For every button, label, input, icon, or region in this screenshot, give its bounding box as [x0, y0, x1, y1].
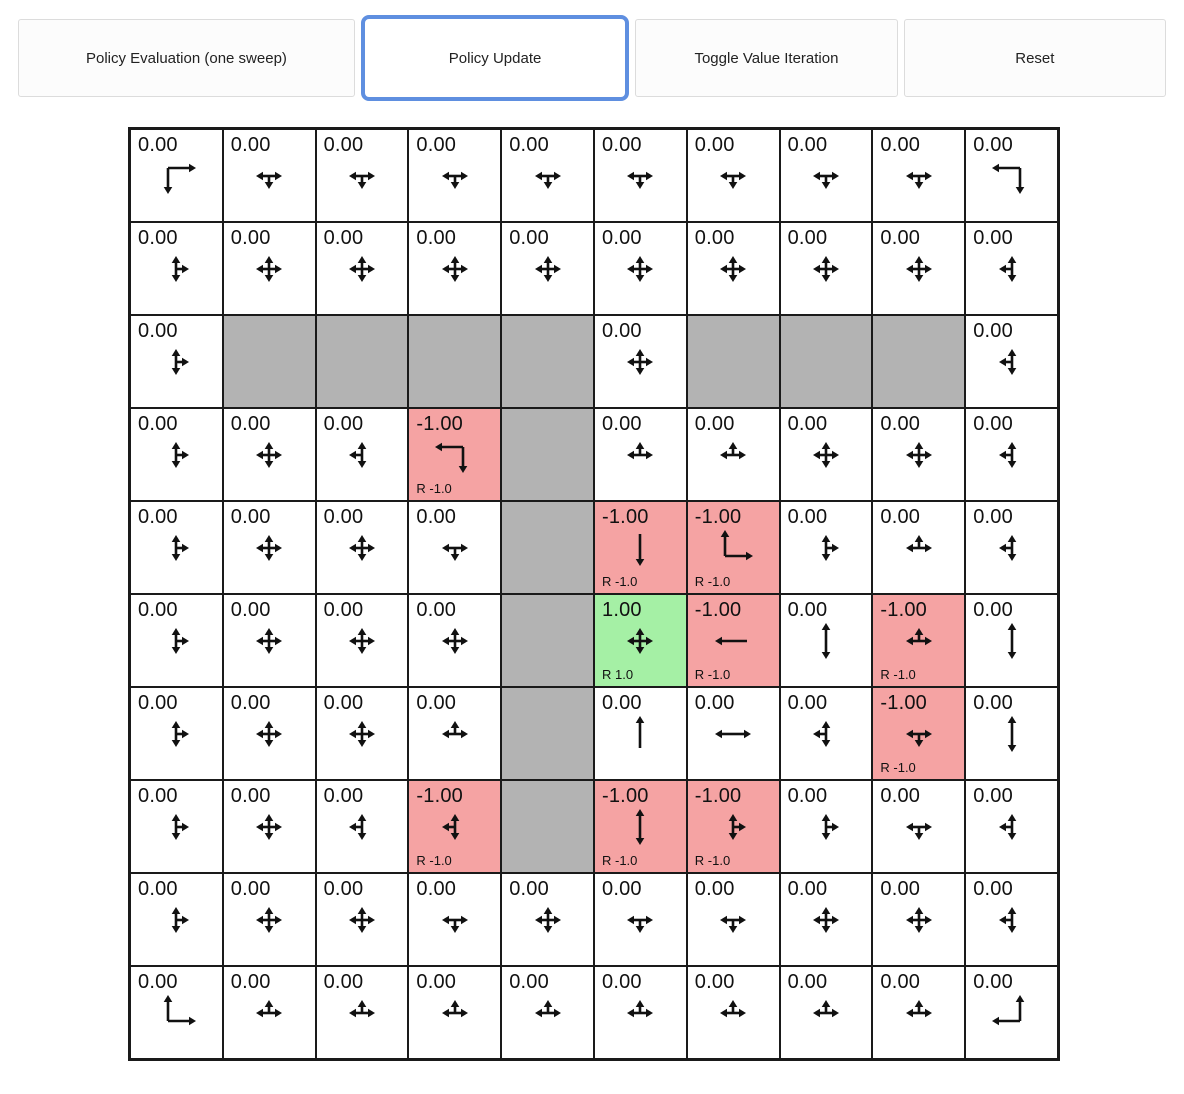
grid-cell-9-5	[594, 966, 687, 1059]
grid-cell-0-8	[872, 129, 965, 222]
policy-arrows-icon	[610, 527, 670, 573]
policy-arrows-icon	[982, 155, 1042, 201]
cell-value: -1.00	[880, 599, 927, 621]
cell-value: 0.00	[323, 413, 364, 435]
cell-value: 0.00	[602, 971, 642, 993]
grid-cell-0-6	[687, 129, 780, 222]
grid-cell-5-5	[594, 594, 687, 687]
grid-cell-4-0	[130, 501, 223, 594]
cell-value: -1.00	[880, 692, 927, 714]
cell-value: 0.00	[602, 320, 642, 342]
grid-cell-1-5	[594, 222, 687, 315]
policy-arrows-icon	[239, 248, 299, 294]
policy-arrows-icon	[425, 899, 485, 945]
wall-cell-2-2	[316, 315, 409, 408]
grid-cell-1-9	[965, 222, 1058, 315]
grid-cell-9-0	[130, 966, 223, 1059]
policy-arrows-icon	[425, 527, 485, 573]
grid-cell-5-6	[687, 594, 780, 687]
policy-arrows-icon	[332, 806, 392, 852]
policy-arrows-icon	[889, 620, 949, 666]
grid-cell-6-0	[130, 687, 223, 780]
cell-value: 0.00	[230, 134, 271, 156]
policy-arrows-icon	[518, 899, 578, 945]
grid-cell-9-1	[223, 966, 316, 1059]
reward-label: R -1.0	[602, 574, 638, 589]
cell-value: 0.00	[787, 878, 828, 900]
cell-value: 0.00	[602, 692, 642, 714]
cell-value: 0.00	[880, 785, 921, 807]
policy-arrows-icon	[703, 620, 763, 666]
cell-value: 0.00	[138, 599, 178, 621]
grid-cell-5-7	[780, 594, 873, 687]
cell-value: 0.00	[138, 785, 178, 807]
grid-cell-6-1	[223, 687, 316, 780]
cell-value: 0.00	[138, 878, 178, 900]
grid-cell-8-9	[965, 873, 1058, 966]
grid-cell-8-7	[780, 873, 873, 966]
grid-cell-7-3	[408, 780, 501, 873]
policy-arrows-icon	[425, 806, 485, 852]
policy-arrows-icon	[518, 248, 578, 294]
policy-arrows-icon	[146, 713, 206, 759]
cell-value: 0.00	[138, 227, 178, 249]
policy-arrows-icon	[703, 713, 763, 759]
policy-arrows-icon	[332, 434, 392, 480]
grid-cell-5-3	[408, 594, 501, 687]
cell-value: 0.00	[973, 413, 1013, 435]
grid-cell-9-2	[316, 966, 409, 1059]
policy-arrows-icon	[610, 620, 670, 666]
cell-value: 0.00	[880, 134, 921, 156]
policy-arrows-icon	[982, 899, 1042, 945]
cell-value: 0.00	[973, 320, 1013, 342]
wall-cell-7-4	[501, 780, 594, 873]
grid-cell-6-8	[872, 687, 965, 780]
grid-cell-5-0	[130, 594, 223, 687]
policy-arrows-icon	[889, 713, 949, 759]
grid-cell-2-9	[965, 315, 1058, 408]
cell-value: 0.00	[602, 413, 642, 435]
policy-arrows-icon	[610, 713, 670, 759]
policy-arrows-icon	[982, 527, 1042, 573]
policy-arrows-icon	[982, 248, 1042, 294]
grid-cell-4-5	[594, 501, 687, 594]
cell-value: 0.00	[787, 971, 828, 993]
cell-value: -1.00	[602, 785, 649, 807]
grid-cell-6-6	[687, 687, 780, 780]
cell-value: 0.00	[880, 227, 921, 249]
grid-cell-1-0	[130, 222, 223, 315]
policy-arrows-icon	[146, 620, 206, 666]
grid-cell-7-7	[780, 780, 873, 873]
policy-arrows-icon	[982, 620, 1042, 666]
cell-value: 0.00	[787, 134, 828, 156]
grid-cell-1-1	[223, 222, 316, 315]
cell-value: -1.00	[694, 506, 742, 528]
policy-update-button[interactable]: Policy Update	[361, 15, 629, 101]
grid-cell-6-3	[408, 687, 501, 780]
policy-arrows-icon	[610, 806, 670, 852]
policy-arrows-icon	[332, 527, 392, 573]
policy-arrows-icon	[610, 155, 670, 201]
grid-cell-0-9	[965, 129, 1058, 222]
grid-cell-3-8	[872, 408, 965, 501]
cell-value: 0.00	[787, 413, 828, 435]
policy-arrows-icon	[146, 155, 206, 201]
cell-value: -1.00	[694, 785, 742, 807]
policy-arrows-icon	[239, 806, 299, 852]
reward-label: R -1.0	[694, 667, 731, 682]
cell-value: 0.00	[880, 413, 921, 435]
grid-cell-2-0	[130, 315, 223, 408]
grid-cell-4-1	[223, 501, 316, 594]
cell-value: 0.00	[230, 599, 271, 621]
cell-value: 0.00	[787, 785, 828, 807]
cell-value: 0.00	[694, 971, 735, 993]
grid-cell-4-6	[687, 501, 780, 594]
policy-arrows-icon	[796, 434, 856, 480]
cell-value: 0.00	[323, 506, 364, 528]
grid-cell-3-7	[780, 408, 873, 501]
grid-cell-8-2	[316, 873, 409, 966]
grid-cell-4-8	[872, 501, 965, 594]
wall-cell-2-4	[501, 315, 594, 408]
policy-arrows-icon	[146, 527, 206, 573]
grid-cell-8-4	[501, 873, 594, 966]
grid-cell-9-7	[780, 966, 873, 1059]
cell-value: 0.00	[416, 971, 457, 993]
policy-arrows-icon	[889, 806, 949, 852]
cell-value: 0.00	[509, 878, 549, 900]
grid-cell-0-2	[316, 129, 409, 222]
grid-cell-2-5	[594, 315, 687, 408]
policy-arrows-icon	[425, 248, 485, 294]
reset-button[interactable]: Reset	[904, 19, 1166, 97]
grid-cell-5-1	[223, 594, 316, 687]
grid-cell-0-4	[501, 129, 594, 222]
wall-cell-5-4	[501, 594, 594, 687]
grid-cell-4-9	[965, 501, 1058, 594]
cell-value: 0.00	[230, 227, 271, 249]
cell-value: 0.00	[230, 785, 271, 807]
wall-cell-3-4	[501, 408, 594, 501]
reward-label: R -1.0	[416, 481, 452, 496]
policy-arrows-icon	[703, 248, 763, 294]
cell-value: 0.00	[416, 506, 457, 528]
grid-cell-8-5	[594, 873, 687, 966]
grid-cell-5-9	[965, 594, 1058, 687]
cell-value: 0.00	[416, 692, 457, 714]
grid-cell-8-0	[130, 873, 223, 966]
cell-value: 0.00	[787, 692, 828, 714]
cell-value: 0.00	[694, 692, 735, 714]
policy-arrows-icon	[332, 899, 392, 945]
grid-cell-5-2	[316, 594, 409, 687]
grid-cell-3-9	[965, 408, 1058, 501]
grid-cell-0-3	[408, 129, 501, 222]
grid-cell-7-2	[316, 780, 409, 873]
cell-value: 0.00	[416, 599, 457, 621]
cell-value: 0.00	[694, 878, 735, 900]
cell-value: 0.00	[973, 134, 1013, 156]
policy-arrows-icon	[610, 434, 670, 480]
wall-cell-2-8	[872, 315, 965, 408]
policy-arrows-icon	[239, 620, 299, 666]
policy-arrows-icon	[982, 341, 1042, 387]
cell-value: 0.00	[416, 878, 457, 900]
cell-value: 0.00	[602, 227, 642, 249]
grid-cell-3-1	[223, 408, 316, 501]
cell-value: 0.00	[416, 227, 457, 249]
cell-value: 0.00	[323, 134, 364, 156]
wall-cell-2-7	[780, 315, 873, 408]
policy-arrows-icon	[982, 713, 1042, 759]
cell-value: 0.00	[138, 692, 178, 714]
policy-arrows-icon	[518, 155, 578, 201]
policy-arrows-icon	[703, 434, 763, 480]
grid-cell-4-3	[408, 501, 501, 594]
grid-cell-3-0	[130, 408, 223, 501]
grid-cell-0-7	[780, 129, 873, 222]
cell-value: 0.00	[694, 227, 735, 249]
policy-arrows-icon	[332, 992, 392, 1038]
policy-arrows-icon	[610, 899, 670, 945]
grid-cell-1-2	[316, 222, 409, 315]
cell-value: 0.00	[973, 878, 1013, 900]
grid-cell-3-5	[594, 408, 687, 501]
policy-arrows-icon	[703, 992, 763, 1038]
grid-cell-1-8	[872, 222, 965, 315]
grid-cell-9-4	[501, 966, 594, 1059]
cell-value: 0.00	[880, 971, 921, 993]
reward-label: R -1.0	[416, 853, 452, 868]
wall-cell-2-1	[223, 315, 316, 408]
policy-arrows-icon	[332, 620, 392, 666]
grid-cell-4-2	[316, 501, 409, 594]
cell-value: 0.00	[973, 227, 1013, 249]
gridworld-grid	[128, 127, 1060, 1061]
wall-cell-4-4	[501, 501, 594, 594]
cell-value: 0.00	[973, 599, 1013, 621]
cell-value: 0.00	[138, 134, 178, 156]
grid-cell-1-6	[687, 222, 780, 315]
policy-arrows-icon	[796, 806, 856, 852]
policy-arrows-icon	[796, 992, 856, 1038]
cell-value: 1.00	[602, 599, 642, 621]
policy-arrows-icon	[610, 248, 670, 294]
policy-arrows-icon	[796, 620, 856, 666]
grid-cell-5-8	[872, 594, 965, 687]
policy-arrows-icon	[239, 713, 299, 759]
reward-label: R -1.0	[694, 853, 731, 868]
grid-cell-6-5	[594, 687, 687, 780]
cell-value: 0.00	[509, 971, 549, 993]
policy-arrows-icon	[796, 155, 856, 201]
grid-cell-0-0	[130, 129, 223, 222]
grid-cell-8-8	[872, 873, 965, 966]
policy-arrows-icon	[796, 248, 856, 294]
grid-cell-9-6	[687, 966, 780, 1059]
cell-value: 0.00	[230, 878, 271, 900]
cell-value: 0.00	[138, 506, 178, 528]
grid-cell-9-8	[872, 966, 965, 1059]
policy-arrows-icon	[796, 899, 856, 945]
policy-arrows-icon	[425, 992, 485, 1038]
policy-arrows-icon	[796, 527, 856, 573]
policy-arrows-icon	[425, 434, 485, 480]
cell-value: 0.00	[509, 134, 549, 156]
policy-arrows-icon	[982, 992, 1042, 1038]
cell-value: 0.00	[973, 971, 1013, 993]
cell-value: 0.00	[787, 506, 828, 528]
grid-cell-8-6	[687, 873, 780, 966]
grid-cell-3-2	[316, 408, 409, 501]
cell-value: 0.00	[323, 878, 364, 900]
policy-arrows-icon	[332, 155, 392, 201]
policy-arrows-icon	[982, 434, 1042, 480]
policy-arrows-icon	[610, 341, 670, 387]
policy-arrows-icon	[796, 713, 856, 759]
policy-arrows-icon	[982, 806, 1042, 852]
cell-value: 0.00	[138, 413, 178, 435]
cell-value: 0.00	[323, 227, 364, 249]
grid-cell-1-4	[501, 222, 594, 315]
cell-value: 0.00	[880, 878, 921, 900]
grid-cell-9-3	[408, 966, 501, 1059]
grid-cell-3-3	[408, 408, 501, 501]
cell-value: 0.00	[973, 785, 1013, 807]
cell-value: 0.00	[323, 785, 364, 807]
cell-value: 0.00	[602, 134, 642, 156]
policy-arrows-icon	[703, 806, 763, 852]
grid-cell-1-7	[780, 222, 873, 315]
cell-value: 0.00	[787, 227, 828, 249]
cell-value: -1.00	[694, 599, 742, 621]
grid-cell-6-7	[780, 687, 873, 780]
policy-arrows-icon	[332, 713, 392, 759]
cell-value: 0.00	[230, 692, 271, 714]
reward-label: R -1.0	[880, 667, 916, 682]
cell-value: 0.00	[230, 971, 271, 993]
wall-cell-2-3	[408, 315, 501, 408]
grid-cell-6-2	[316, 687, 409, 780]
policy-arrows-icon	[703, 155, 763, 201]
policy-arrows-icon	[889, 899, 949, 945]
policy-arrows-icon	[889, 434, 949, 480]
policy-arrows-icon	[239, 527, 299, 573]
policy-arrows-icon	[889, 527, 949, 573]
policy-arrows-icon	[146, 434, 206, 480]
policy-arrows-icon	[332, 248, 392, 294]
policy-arrows-icon	[425, 713, 485, 759]
grid-cell-6-9	[965, 687, 1058, 780]
policy-arrows-icon	[610, 992, 670, 1038]
cell-value: -1.00	[416, 413, 463, 435]
policy-arrows-icon	[889, 155, 949, 201]
policy-arrows-icon	[146, 341, 206, 387]
grid-cell-1-3	[408, 222, 501, 315]
cell-value: 0.00	[416, 134, 457, 156]
grid-cell-7-9	[965, 780, 1058, 873]
policy-arrows-icon	[146, 899, 206, 945]
policy-arrows-icon	[889, 248, 949, 294]
reward-label: R -1.0	[880, 760, 916, 775]
grid-cell-0-5	[594, 129, 687, 222]
cell-value: 0.00	[138, 320, 178, 342]
policy-arrows-icon	[425, 620, 485, 666]
cell-value: 0.00	[230, 506, 271, 528]
policy-arrows-icon	[889, 992, 949, 1038]
policy-arrows-icon	[146, 992, 206, 1038]
cell-value: 0.00	[973, 506, 1013, 528]
grid-cell-7-1	[223, 780, 316, 873]
policy-arrows-icon	[146, 248, 206, 294]
cell-value: -1.00	[416, 785, 463, 807]
policy-arrows-icon	[239, 434, 299, 480]
reward-label: R 1.0	[602, 667, 634, 682]
grid-cell-7-6	[687, 780, 780, 873]
grid-cell-9-9	[965, 966, 1058, 1059]
cell-value: 0.00	[880, 506, 921, 528]
policy-arrows-icon	[425, 155, 485, 201]
grid-cell-3-6	[687, 408, 780, 501]
cell-value: 0.00	[973, 692, 1013, 714]
cell-value: 0.00	[787, 599, 828, 621]
wall-cell-2-6	[687, 315, 780, 408]
grid-cell-7-0	[130, 780, 223, 873]
toggle-value-iteration-button[interactable]: Toggle Value Iteration	[635, 19, 897, 97]
policy-arrows-icon	[146, 806, 206, 852]
cell-value: 0.00	[694, 134, 735, 156]
policy-evaluation-button[interactable]: Policy Evaluation (one sweep)	[18, 19, 355, 97]
cell-value: 0.00	[323, 599, 364, 621]
grid-cell-0-1	[223, 129, 316, 222]
policy-arrows-icon	[518, 992, 578, 1038]
toolbar	[18, 14, 1166, 102]
wall-cell-6-4	[501, 687, 594, 780]
policy-arrows-icon	[239, 899, 299, 945]
reward-label: R -1.0	[694, 574, 731, 589]
reward-label: R -1.0	[602, 853, 638, 868]
grid-cell-8-3	[408, 873, 501, 966]
policy-arrows-icon	[239, 155, 299, 201]
grid-cell-8-1	[223, 873, 316, 966]
cell-value: 0.00	[323, 971, 364, 993]
cell-value: 0.00	[323, 692, 364, 714]
grid-cell-7-8	[872, 780, 965, 873]
cell-value: 0.00	[602, 878, 642, 900]
cell-value: -1.00	[602, 506, 649, 528]
cell-value: 0.00	[138, 971, 178, 993]
policy-arrows-icon	[703, 527, 763, 573]
grid-cell-4-7	[780, 501, 873, 594]
policy-arrows-icon	[703, 899, 763, 945]
policy-arrows-icon	[239, 992, 299, 1038]
grid-cell-7-5	[594, 780, 687, 873]
cell-value: 0.00	[694, 413, 735, 435]
cell-value: 0.00	[509, 227, 549, 249]
cell-value: 0.00	[230, 413, 271, 435]
